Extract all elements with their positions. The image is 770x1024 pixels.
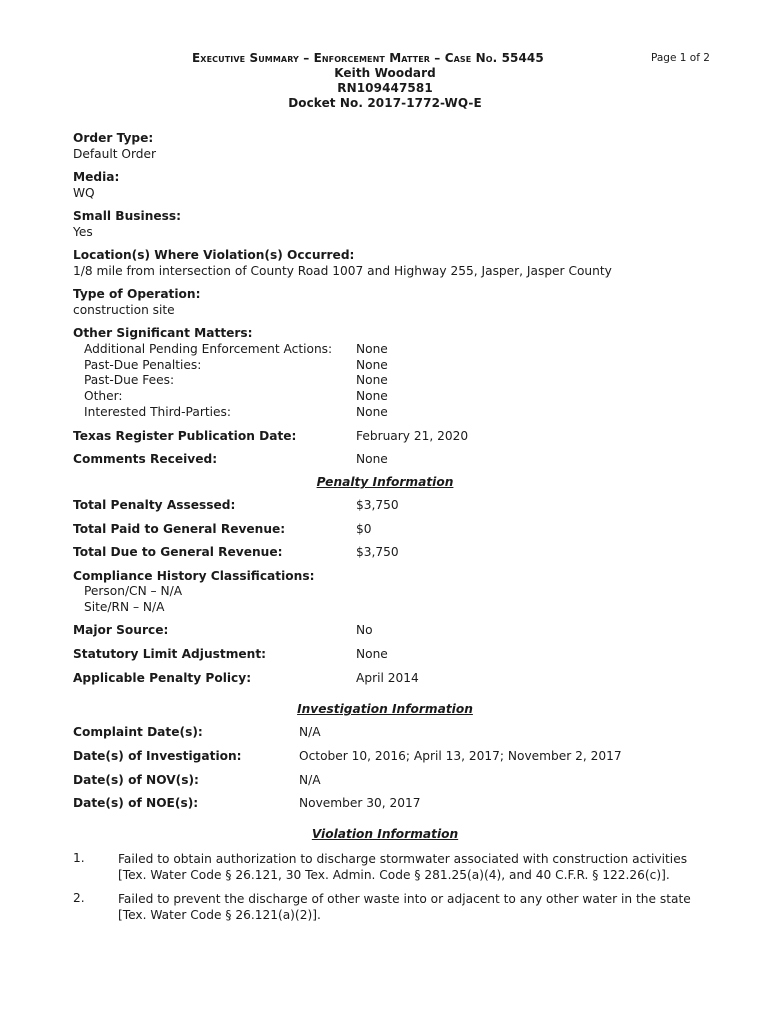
operation-value: construction site xyxy=(73,303,175,317)
comments-label: Comments Received: xyxy=(73,452,218,466)
nov-label: Date(s) of NOV(s): xyxy=(73,773,199,787)
compliance-person: Person/CN – N/A xyxy=(84,584,183,598)
other-matters-item-value: None xyxy=(356,405,388,419)
penalty-paid-label: Total Paid to General Revenue: xyxy=(73,522,286,536)
compliance-label: Compliance History Classifications: xyxy=(73,569,315,583)
small-business-label: Small Business: xyxy=(73,209,182,223)
statutory-label: Statutory Limit Adjustment: xyxy=(73,647,267,661)
penalty-assessed-label: Total Penalty Assessed: xyxy=(73,498,236,512)
texas-register-label: Texas Register Publication Date: xyxy=(73,429,297,443)
penalty-policy-label: Applicable Penalty Policy: xyxy=(73,671,252,685)
investigation-dates-label: Date(s) of Investigation: xyxy=(73,749,242,763)
rn-number: RN109447581 xyxy=(337,81,433,95)
media-label: Media: xyxy=(73,170,120,184)
penalty-assessed-value: $3,750 xyxy=(356,498,399,512)
violation-heading: Violation Information xyxy=(311,827,459,841)
docket-number: Docket No. 2017-1772-WQ-E xyxy=(288,96,482,110)
violation-text: Failed to obtain authorization to discharge stormwater associated with construction activities [Tex. Water Code § 26.121, 30 Tex. Admin. Code § 281.25(a)(4), and 40 C.F.R. § 122.26(c)]. xyxy=(118,852,688,882)
major-source-value: No xyxy=(356,623,373,637)
order-type-value: Default Order xyxy=(73,147,157,161)
comments-value: None xyxy=(356,452,388,466)
statutory-value: None xyxy=(356,647,388,661)
nov-value: N/A xyxy=(299,773,321,787)
other-matters-item-value: None xyxy=(356,342,388,356)
penalty-due-label: Total Due to General Revenue: xyxy=(73,545,283,559)
other-matters-label: Other Significant Matters: xyxy=(73,326,253,340)
penalty-paid-value: $0 xyxy=(356,522,372,536)
other-matters-item-label: Additional Pending Enforcement Actions: xyxy=(84,342,333,356)
order-type-label: Order Type: xyxy=(73,131,154,145)
other-matters-item-value: None xyxy=(356,389,388,403)
penalty-due-value: $3,750 xyxy=(356,545,399,559)
document-title: Executive Summary – Enforcement Matter – Case No. 55445 xyxy=(192,51,544,65)
respondent-name: Keith Woodard xyxy=(334,66,436,80)
location-label: Location(s) Where Violation(s) Occurred: xyxy=(73,248,355,262)
other-matters-item-value: None xyxy=(356,358,388,372)
other-matters-item-label: Interested Third-Parties: xyxy=(84,405,231,419)
noe-label: Date(s) of NOE(s): xyxy=(73,796,199,810)
compliance-site: Site/RN – N/A xyxy=(84,600,165,614)
texas-register-value: February 21, 2020 xyxy=(356,429,469,443)
penalty-heading: Penalty Information xyxy=(316,475,454,489)
major-source-label: Major Source: xyxy=(73,623,169,637)
violation-text: Failed to prevent the discharge of other waste into or adjacent to any other water in the state [Tex. Water Code § 26.121(a)(2)]. xyxy=(118,892,691,922)
other-matters-item-label: Other: xyxy=(84,389,123,403)
violation-number: 1. xyxy=(73,851,85,865)
location-value: 1/8 mile from intersection of County Road 1007 and Highway 255, Jasper, Jasper County xyxy=(73,264,612,278)
investigation-heading: Investigation Information xyxy=(297,702,473,716)
operation-label: Type of Operation: xyxy=(73,287,201,301)
media-value: WQ xyxy=(73,186,95,200)
page-number: Page 1 of 2 xyxy=(651,52,710,64)
violation-number: 2. xyxy=(73,891,85,905)
small-business-value: Yes xyxy=(73,225,93,239)
other-matters-item-label: Past-Due Penalties: xyxy=(84,358,202,372)
complaint-value: N/A xyxy=(299,725,321,739)
investigation-dates-value: October 10, 2016; April 13, 2017; November 2, 2017 xyxy=(299,749,622,763)
other-matters-item-label: Past-Due Fees: xyxy=(84,373,175,387)
noe-value: November 30, 2017 xyxy=(299,796,421,810)
other-matters-item-value: None xyxy=(356,373,388,387)
penalty-policy-value: April 2014 xyxy=(356,671,419,685)
complaint-label: Complaint Date(s): xyxy=(73,725,203,739)
